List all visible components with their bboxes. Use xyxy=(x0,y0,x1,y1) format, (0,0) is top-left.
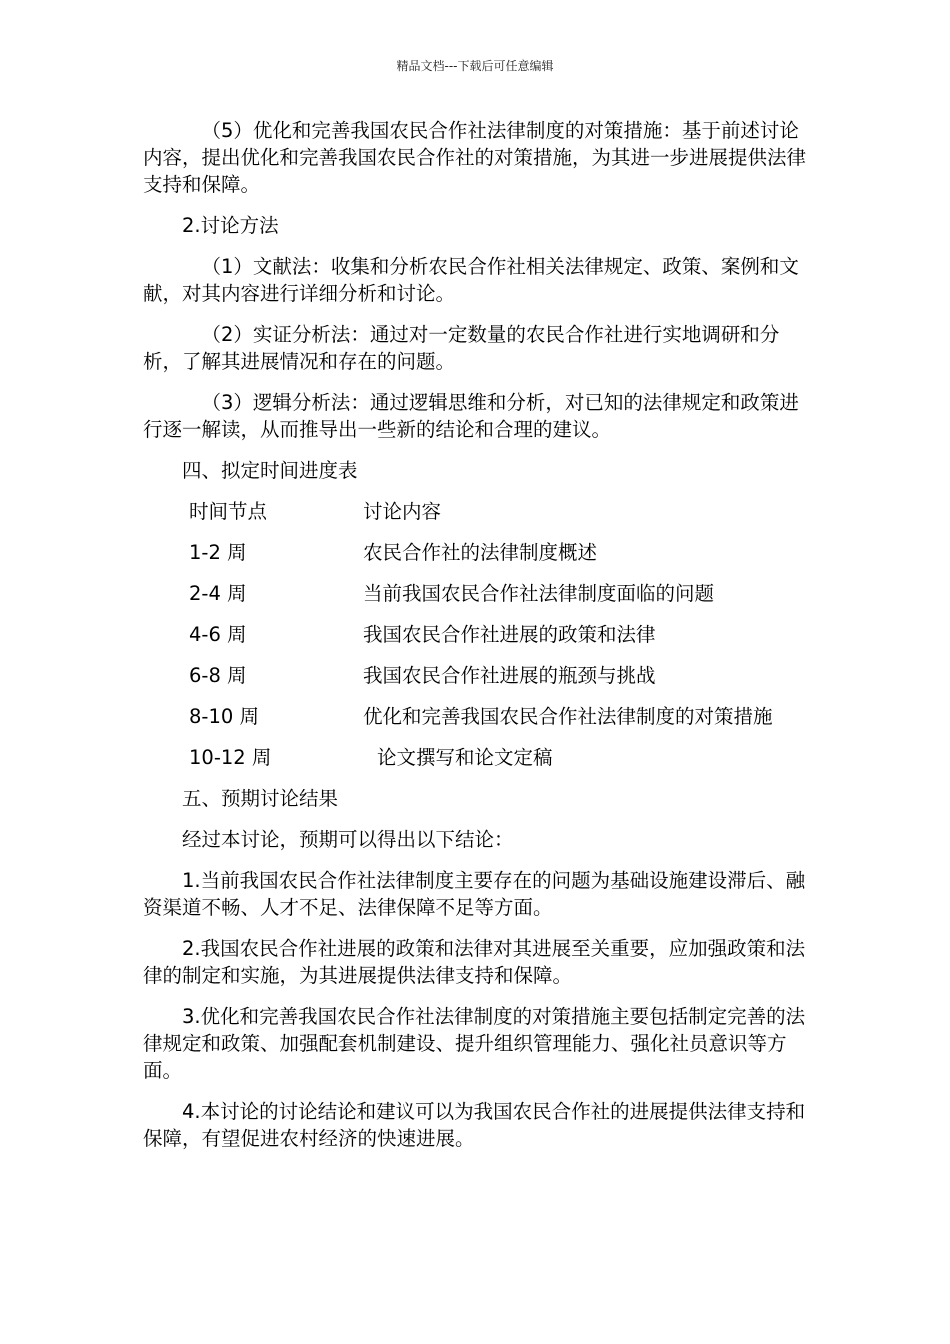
schedule-time: 10-12 周 xyxy=(189,746,272,769)
result-item-2: 2.我国农民合作社进展的政策和法律对其进展至关重要，应加强政策和法律的制定和实施，为其进展提供法律支持和保障。 xyxy=(143,937,806,987)
results-intro: 经过本讨论，预期可以得出以下结论： xyxy=(182,828,514,851)
result-item-1: 1.当前我国农民合作社法律制度主要存在的问题为基础设施建设滞后、融资渠道不畅、人才不足、法律保障不足等方面。 xyxy=(143,869,806,919)
schedule-header-row xyxy=(143,498,807,525)
schedule-row xyxy=(143,580,807,607)
schedule-content: 我国农民合作社进展的政策和法律 xyxy=(363,623,656,646)
schedule-time: 1-2 周 xyxy=(189,541,247,564)
schedule-header-content: 讨论内容 xyxy=(363,500,442,523)
schedule-content: 农民合作社的法律制度概述 xyxy=(363,541,598,564)
schedule-row xyxy=(143,621,807,648)
paragraph-item-5: （5）优化和完善我国农民合作社法律制度的对策措施：基于前述讨论内容，提出优化和完善我国农民合作社的对策措施，为其进一步进展提供法律支持和保障。 xyxy=(143,119,807,196)
schedule-time: 2-4 周 xyxy=(189,582,247,605)
schedule-header-time: 时间节点 xyxy=(189,500,268,523)
section-title-methods: 2.讨论方法 xyxy=(182,214,279,237)
paragraph-method-3: （3）逻辑分析法：通过逻辑思维和分析，对已知的法律规定和政策进行逐一解读，从而推导出一些新的结论和合理的建议。 xyxy=(143,391,799,441)
schedule-row xyxy=(143,662,807,689)
schedule-time: 4-6 周 xyxy=(189,623,247,646)
schedule-content: 论文撰写和论文定稿 xyxy=(377,746,553,769)
schedule-content: 优化和完善我国农民合作社法律制度的对策措施 xyxy=(363,705,773,728)
schedule-content: 当前我国农民合作社法律制度面临的问题 xyxy=(363,582,715,605)
document-body xyxy=(143,117,807,1166)
paragraph-method-1: （1）文献法：收集和分析农民合作社相关法律规定、政策、案例和文献，对其内容进行详细分析和讨论。 xyxy=(143,255,799,305)
schedule-row xyxy=(143,703,807,730)
schedule-row xyxy=(143,744,807,771)
result-item-4: 4.本讨论的讨论结论和建议可以为我国农民合作社的进展提供法律支持和保障，有望促进农村经济的快速进展。 xyxy=(143,1100,806,1150)
schedule-time: 6-8 周 xyxy=(189,664,247,687)
result-item-3: 3.优化和完善我国农民合作社法律制度的对策措施主要包括制定完善的法律规定和政策、加强配套机制建设、提升组织管理能力、强化社员意识等方面。 xyxy=(143,1005,806,1082)
section-title-schedule: 四、拟定时间进度表 xyxy=(182,459,358,482)
paragraph-method-2: （2）实证分析法：通过对一定数量的农民合作社进行实地调研和分析，了解其进展情况和存在的问题。 xyxy=(143,323,780,373)
page-header: 精品文档---下载后可任意编辑 xyxy=(396,59,554,73)
schedule-row xyxy=(143,539,807,566)
section-title-results: 五、预期讨论结果 xyxy=(182,787,339,810)
schedule-time: 8-10 周 xyxy=(189,705,259,728)
schedule-content: 我国农民合作社进展的瓶颈与挑战 xyxy=(363,664,656,687)
